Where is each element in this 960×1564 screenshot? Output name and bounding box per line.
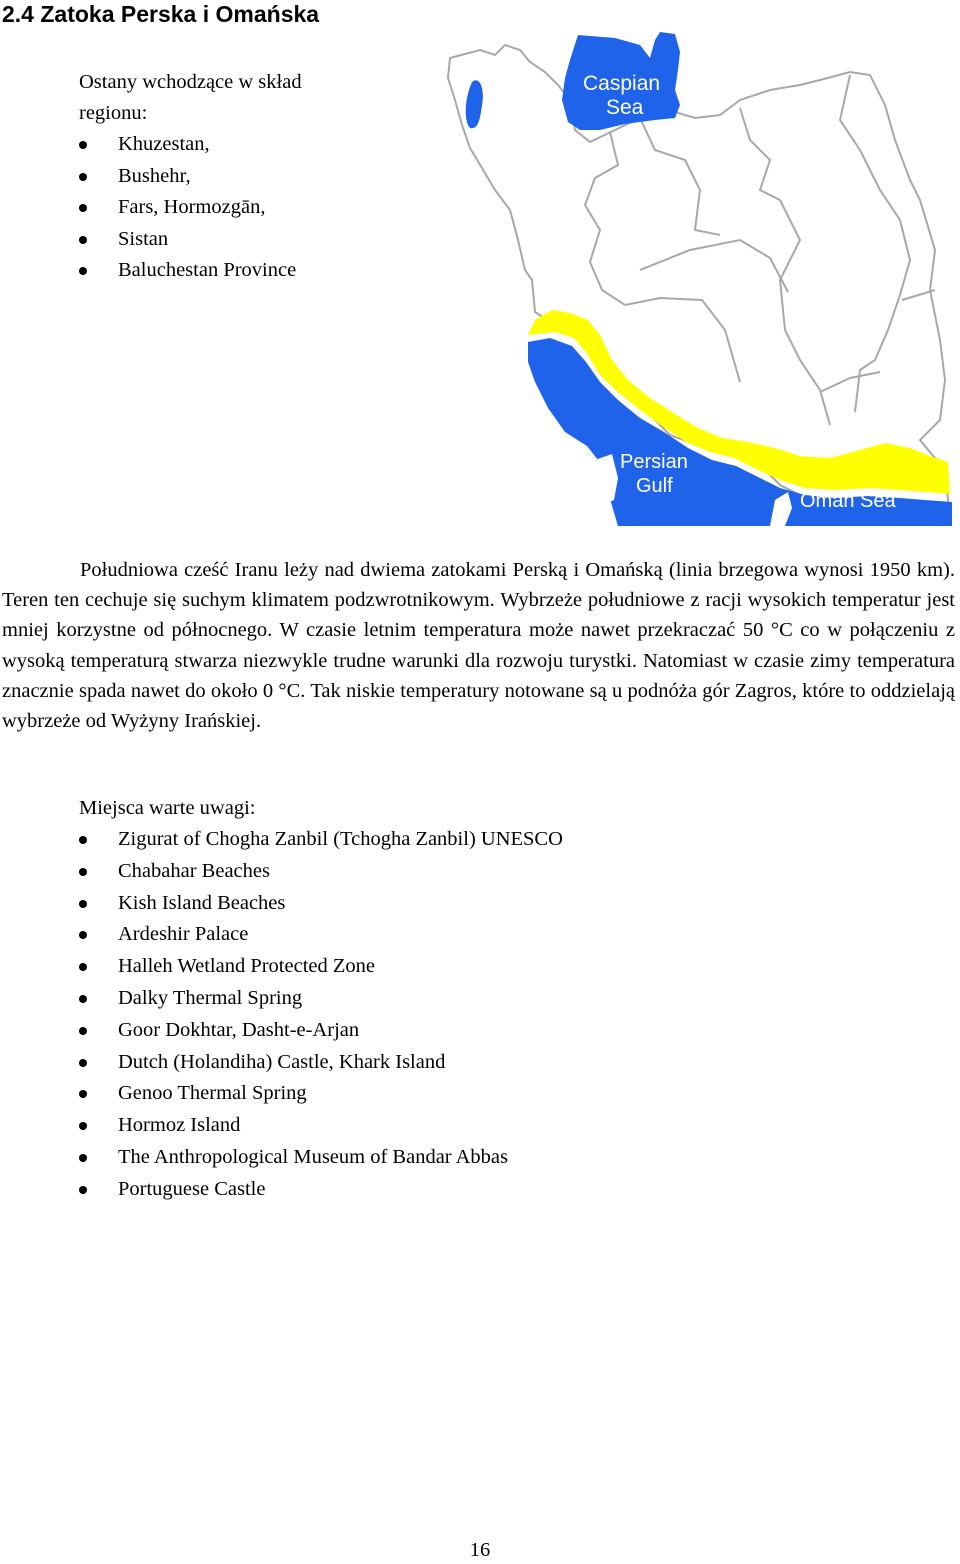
place-name: Halleh Wetland Protected Zone <box>118 955 375 978</box>
place-name: The Anthropological Museum of Bandar Abbas <box>118 1145 509 1168</box>
provinces-title-line-1: Ostany wchodzące w skład <box>79 71 302 93</box>
climate-paragraph: Południowa cześć Iranu leży nad dwiema zatokami Perską i Omańską (linia brzegowa wynosi 1950 km). Teren ten cechuje się suchym klimatem podzwrotnikowym. Wybrzeże południowe z racji wysokich temperatur jest mniej korzystne od północnego. W czasie letnim temperatura może nawet przekraczać 50 °C co w połączeniu z wysoką temperaturą stwarza niezwykle trudne warunki dla rozwoju turystki. Natomiast w czasie zimy temperatura znacznie spada nawet do około 0 °C. Tak niskie temperatury notowane są u podnóża gór Zagros, które to oddzielają wybrzeże od Wyżyny Irańskiej. <box>2 559 955 733</box>
provinces-list <box>79 129 409 287</box>
list-item <box>79 129 409 161</box>
bullet-icon <box>79 931 87 939</box>
page-number: 16 <box>469 1539 491 1561</box>
list-item <box>79 161 409 193</box>
list-item <box>79 1110 779 1142</box>
list-item <box>79 856 779 888</box>
province-name: Khuzestan, <box>118 133 210 155</box>
place-name: Ardeshir Palace <box>118 923 249 946</box>
bullet-icon <box>79 267 87 275</box>
bullet-icon <box>79 1059 87 1067</box>
place-name: Hormoz Island <box>118 1114 241 1137</box>
iran-map <box>440 30 956 526</box>
list-item <box>79 1047 779 1079</box>
list-item <box>79 1015 779 1047</box>
bullet-icon <box>79 1090 87 1098</box>
bullet-icon <box>79 141 87 149</box>
place-name: Goor Dokhtar, Dasht-e-Arjan <box>118 1018 360 1041</box>
bullet-icon <box>79 868 87 876</box>
bullet-icon <box>79 236 87 244</box>
list-item <box>79 951 779 983</box>
list-item <box>79 1174 779 1206</box>
bullet-icon <box>79 1154 87 1162</box>
bullet-icon <box>79 963 87 971</box>
provinces-title-line-2: regionu: <box>79 102 148 124</box>
list-item <box>79 255 409 287</box>
place-name: Portuguese Castle <box>118 1177 266 1200</box>
place-name: Genoo Thermal Spring <box>118 1082 307 1105</box>
bullet-icon <box>79 173 87 181</box>
place-name: Kish Island Beaches <box>118 891 286 914</box>
places-list <box>79 824 779 1206</box>
list-item <box>79 888 779 920</box>
bullet-icon <box>79 836 87 844</box>
list-item <box>79 1142 779 1174</box>
place-name: Dalky Thermal Spring <box>118 986 303 1009</box>
place-name: Zigurat of Chogha Zanbil (Tchogha Zanbil) UNESCO <box>118 828 563 850</box>
province-name: Bushehr, <box>118 164 191 187</box>
bullet-icon <box>79 1186 87 1194</box>
province-name: Sistan <box>118 227 169 250</box>
caspian-sea-label-line-2: Sea <box>606 96 644 119</box>
list-item <box>79 192 409 224</box>
list-item <box>79 224 409 256</box>
oman-sea-label: Oman Sea <box>800 490 896 512</box>
list-item <box>79 1078 779 1110</box>
places-title: Miejsca warte uwagi: <box>79 797 256 819</box>
list-item <box>79 983 779 1015</box>
section-heading: 2.4 Zatoka Perska i Omańska <box>2 1 320 27</box>
persian-gulf-label-line-2: Gulf <box>636 475 673 497</box>
persian-gulf-label-line-1: Persian <box>620 451 688 473</box>
places-block <box>79 793 779 1206</box>
province-name: Baluchestan Province <box>118 259 297 281</box>
province-name: Fars, Hormozgān, <box>118 196 266 218</box>
bullet-icon <box>79 1122 87 1130</box>
list-item <box>79 824 779 856</box>
bullet-icon <box>79 204 87 212</box>
list-item <box>79 919 779 951</box>
bullet-icon <box>79 1027 87 1035</box>
bullet-icon <box>79 900 87 908</box>
place-name: Dutch (Holandiha) Castle, Khark Island <box>118 1050 446 1073</box>
bullet-icon <box>79 995 87 1003</box>
place-name: Chabahar Beaches <box>118 859 270 882</box>
caspian-sea-label-line-1: Caspian <box>583 72 661 95</box>
provinces-block <box>79 67 409 287</box>
